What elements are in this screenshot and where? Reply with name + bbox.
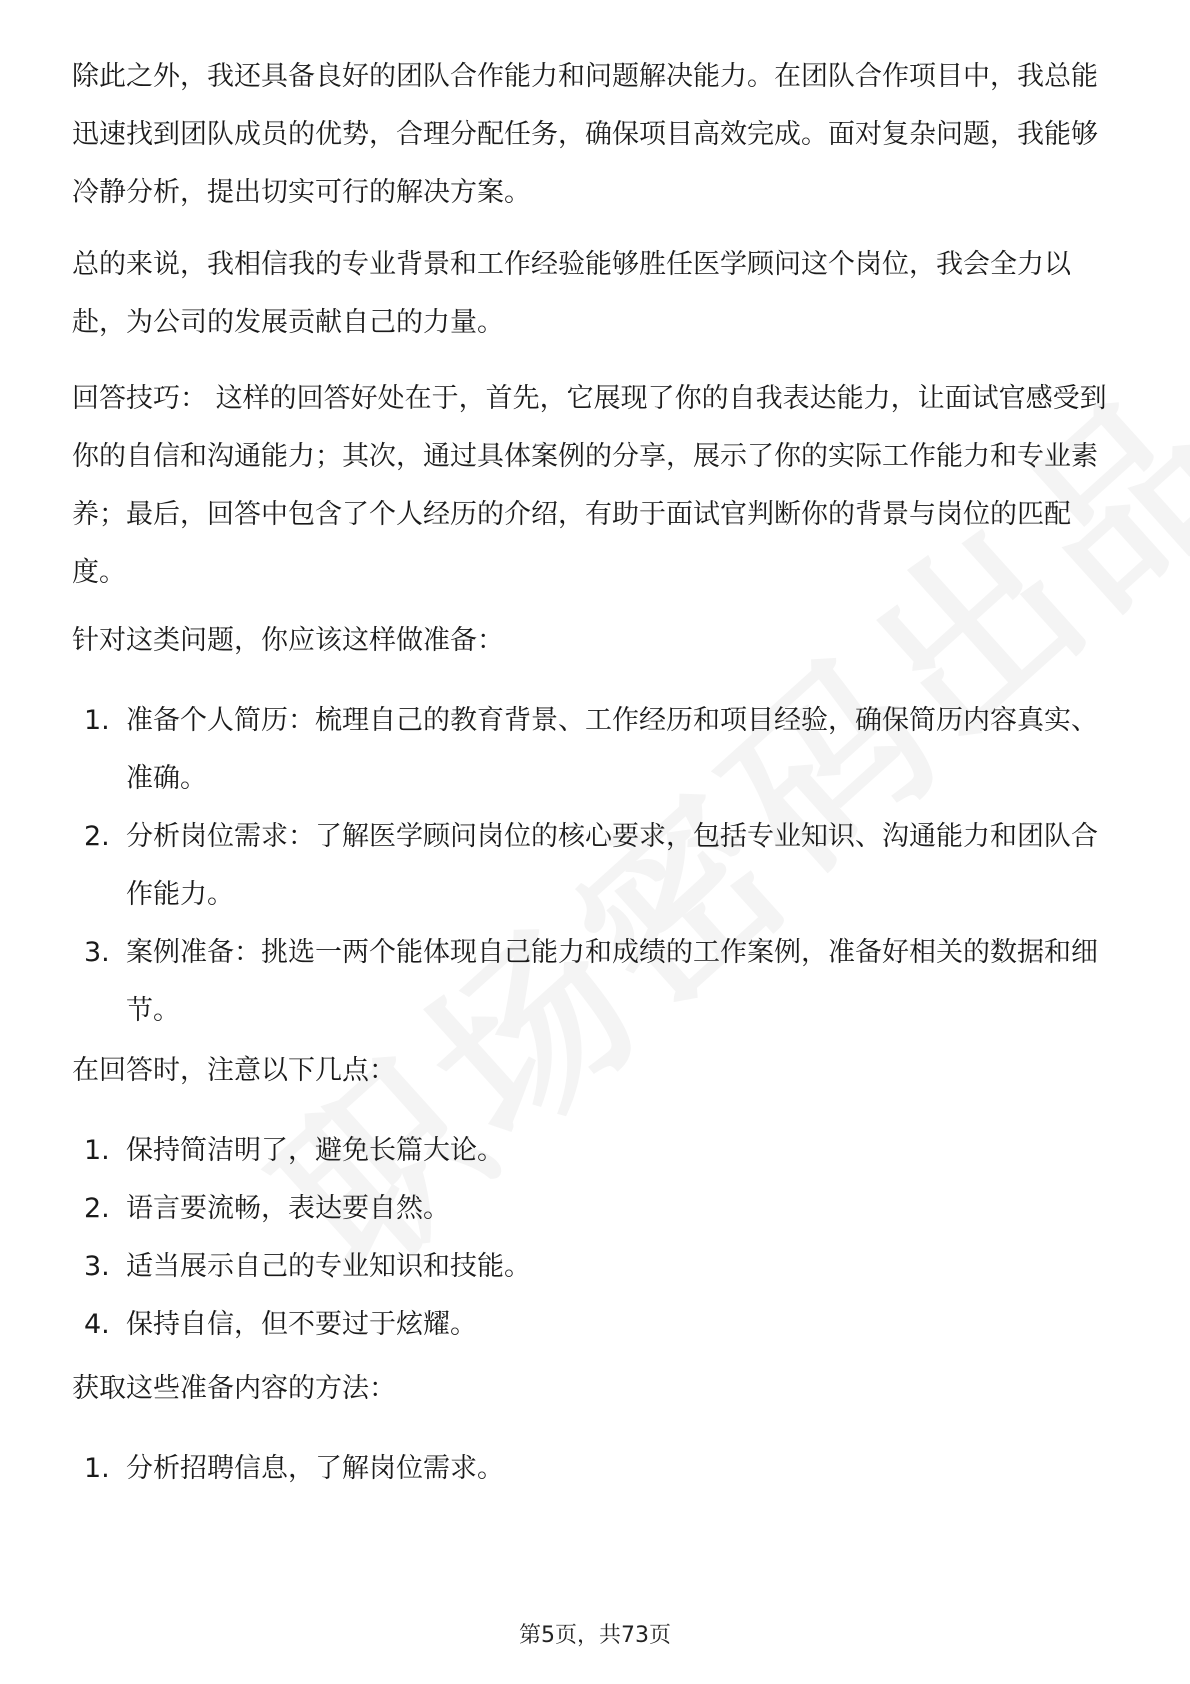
list-item [72,1296,1124,1354]
paragraph-prep-intro: 针对这类问题，你应该这样做准备： [72,625,504,656]
list-item [72,808,1124,924]
list-text: 适当展示自己的专业知识和技能。 [126,1251,531,1282]
paragraph-answer-tips: 回答技巧： 这样的回答好处在于，首先，它展现了你的自我表达能力，让面试官感受到你的自信和沟通能力；其次，通过具体案例的分享，展示了你的实际工作能力和专业素养；最后，回答中包含了个人经历的介绍，有助于面试官判断你的背景与岗位的匹配度。 [72,383,1107,588]
list-text: 分析招聘信息，了解岗位需求。 [126,1453,504,1484]
list-item [72,1440,1124,1498]
list-item [72,1238,1124,1296]
list-text: 案例准备：挑选一两个能体现自己能力和成绩的工作案例，准备好相关的数据和细节。 [126,937,1098,1026]
list-item [72,692,1124,808]
paragraph-methods-intro: 获取这些准备内容的方法： [72,1373,396,1404]
methods-list [72,1440,1124,1498]
list-item [72,924,1124,1040]
list-number: 4. [84,1309,110,1340]
list-number: 3. [84,1251,110,1282]
list-text: 保持简洁明了，避免长篇大论。 [126,1135,504,1166]
list-item [72,1180,1124,1238]
list-text: 保持自信，但不要过于炫耀。 [126,1309,477,1340]
page-number: 第5页，共73页 [519,1623,671,1648]
list-text: 语言要流畅，表达要自然。 [126,1193,450,1224]
paragraph-tips-intro: 在回答时，注意以下几点： [72,1055,396,1086]
list-text: 分析岗位需求：了解医学顾问岗位的核心要求，包括专业知识、沟通能力和团队合作能力。 [126,821,1098,910]
list-number: 3. [84,937,110,968]
list-number: 1. [84,1135,110,1166]
tips-list [72,1122,1124,1354]
list-number: 1. [84,705,110,736]
list-number: 2. [84,821,110,852]
list-item [72,1122,1124,1180]
list-text: 准备个人简历：梳理自己的教育背景、工作经历和项目经验，确保简历内容真实、准确。 [126,705,1098,794]
paragraph-summary: 总的来说，我相信我的专业背景和工作经验能够胜任医学顾问这个岗位，我会全力以赴，为公司的发展贡献自己的力量。 [72,249,1071,338]
paragraph-teamwork: 除此之外，我还具备良好的团队合作能力和问题解决能力。在团队合作项目中，我总能迅速找到团队成员的优势，合理分配任务，确保项目高效完成。面对复杂问题，我能够冷静分析，提出切实可行的解决方案。 [72,61,1098,208]
list-number: 1. [84,1453,110,1484]
list-number: 2. [84,1193,110,1224]
prep-list [72,692,1124,1040]
